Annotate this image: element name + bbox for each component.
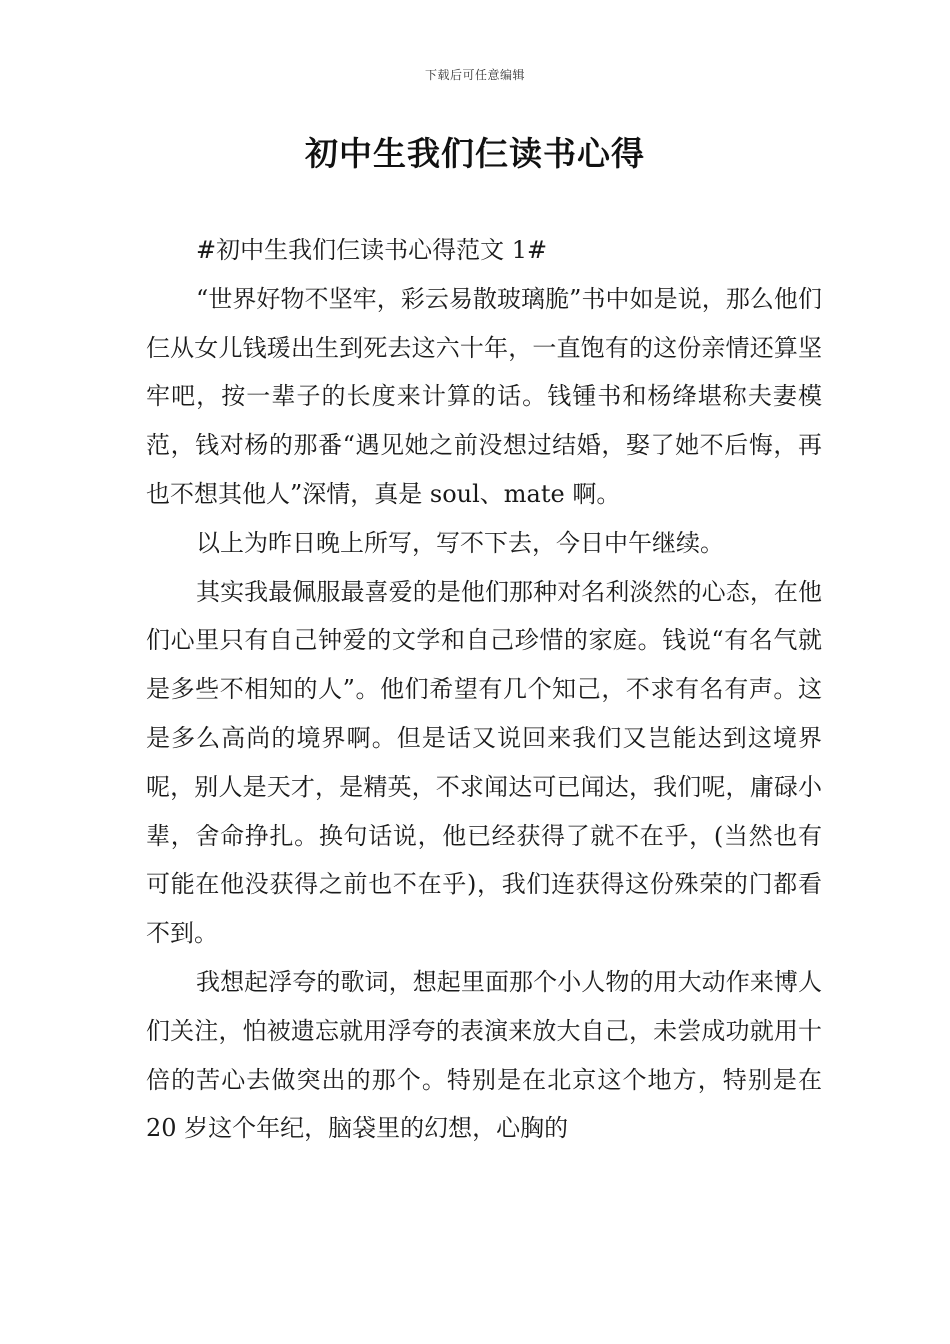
paragraph: 以上为昨日晚上所写，写不下去，今日中午继续。 <box>196 528 724 557</box>
header-note: 下载后可任意编辑 <box>424 68 525 82</box>
document-body <box>146 226 822 1153</box>
paragraph: 我想起浮夸的歌词，想起里面那个小人物的用大动作来博人们关注，怕被遗忘就用浮夸的表演来放大自己，未尝成功就用十倍的苦心去做突出的那个。特别是在北京这个地方，特别是在 20 岁这个年纪，脑袋里的幻想，心胸的 <box>146 967 822 1143</box>
paragraph: “世界好物不坚牢，彩云易散玻璃脆”书中如是说，那么他们仨从女儿钱瑗出生到死去这六十年，一直饱有的这份亲情还算坚牢吧，按一辈子的长度来计算的话。钱锺书和杨绛堪称夫妻模范，钱对杨的那番“遇见她之前没想过结婚，娶了她不后悔，再也不想其他人”深情，真是 soul、mate 啊。 <box>146 284 822 508</box>
section-heading: #初中生我们仨读书心得范文 1# <box>196 236 548 264</box>
document-title: 初中生我们仨读书心得 <box>305 134 645 173</box>
paragraph: 其实我最佩服最喜爱的是他们那种对名利淡然的心态，在他们心里只有自己钟爱的文学和自己珍惜的家庭。钱说“有名气就是多些不相知的人”。他们希望有几个知己，不求有名有声。这是多么高尚的境界啊。但是话又说回来我们又岂能达到这境界呢，别人是天才，是精英，不求闻达可已闻达，我们呢，庸碌小辈，舍命挣扎。换句话说，他已经获得了就不在乎，(当然也有可能在他没获得之前也不在乎)，我们连获得这份殊荣的门都看不到。 <box>146 577 822 948</box>
